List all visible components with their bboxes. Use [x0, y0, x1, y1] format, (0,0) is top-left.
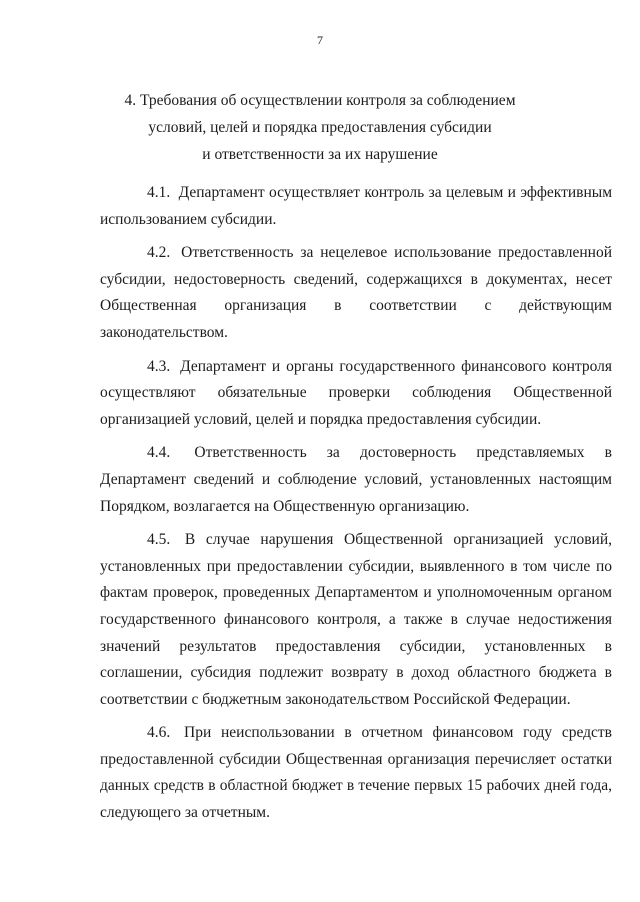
- paragraph-number: 4.5.: [147, 531, 171, 549]
- paragraph-text: Департамент осуществляет контроль за целевым и эффективным использованием субсидии.: [100, 184, 613, 228]
- paragraph-4-3: [100, 354, 612, 434]
- paragraph-text: Департамент и органы государственного финансового контроля осуществляют обязательные проверки соблюдения Общественной организацией условий, целей и порядка предоставления субсидии.: [100, 357, 612, 428]
- page-number: 7: [317, 33, 323, 47]
- paragraph-text: При неиспользовании в отчетном финансовом году средств предоставленной субсидии Общественная организация перечисляет остатки данных средств в областной бюджет в течение первых 15 рабочих дней года, следующего за отчетным.: [100, 724, 612, 822]
- paragraph-text: Ответственность за нецелевое использование предоставленной субсидии, недостоверность сведений, содержащихся в документах, несет Общественная организация в соответствии с действующим законодательством.: [100, 244, 612, 341]
- paragraph-4-6: [100, 720, 612, 826]
- paragraph-4-5: [100, 527, 612, 713]
- paragraph-4-1: [100, 180, 612, 233]
- paragraph-number: 4.6.: [147, 724, 171, 742]
- paragraph-number: 4.4.: [147, 444, 171, 462]
- paragraph-number: 4.1.: [147, 184, 171, 201]
- section-title-line: и ответственности за их нарушение: [202, 146, 438, 163]
- paragraph-4-2: [100, 240, 612, 346]
- paragraph-text: В случае нарушения Общественной организацией условий, установленных при предоставлении субсидии, выявленного в том числе по фактам проверок, проведенных Департаментом и уполномоченным органом государственного финансового контроля, а также в случае недостижения значений результатов предоставления субсидии, установленных в соглашении, субсидия подлежит возврату в доход областного бюджета в соответствии с бюджетным законодательством Российской Федерации.: [100, 531, 612, 708]
- section-title-line: условий, целей и порядка предоставления субсидии: [148, 119, 492, 136]
- paragraph-number: 4.3.: [147, 357, 171, 375]
- paragraph-number: 4.2.: [147, 244, 171, 262]
- section-title-line: 4. Требования об осуществлении контроля за соблюдением: [124, 92, 516, 109]
- section-title: [100, 87, 540, 168]
- document-body: [100, 180, 612, 834]
- paragraph-4-4: [100, 440, 612, 520]
- paragraph-text: Ответственность за достоверность представляемых в Департамент сведений и соблюдение условий, установленных настоящим Порядком, возлагается на Общественную организацию.: [100, 444, 612, 515]
